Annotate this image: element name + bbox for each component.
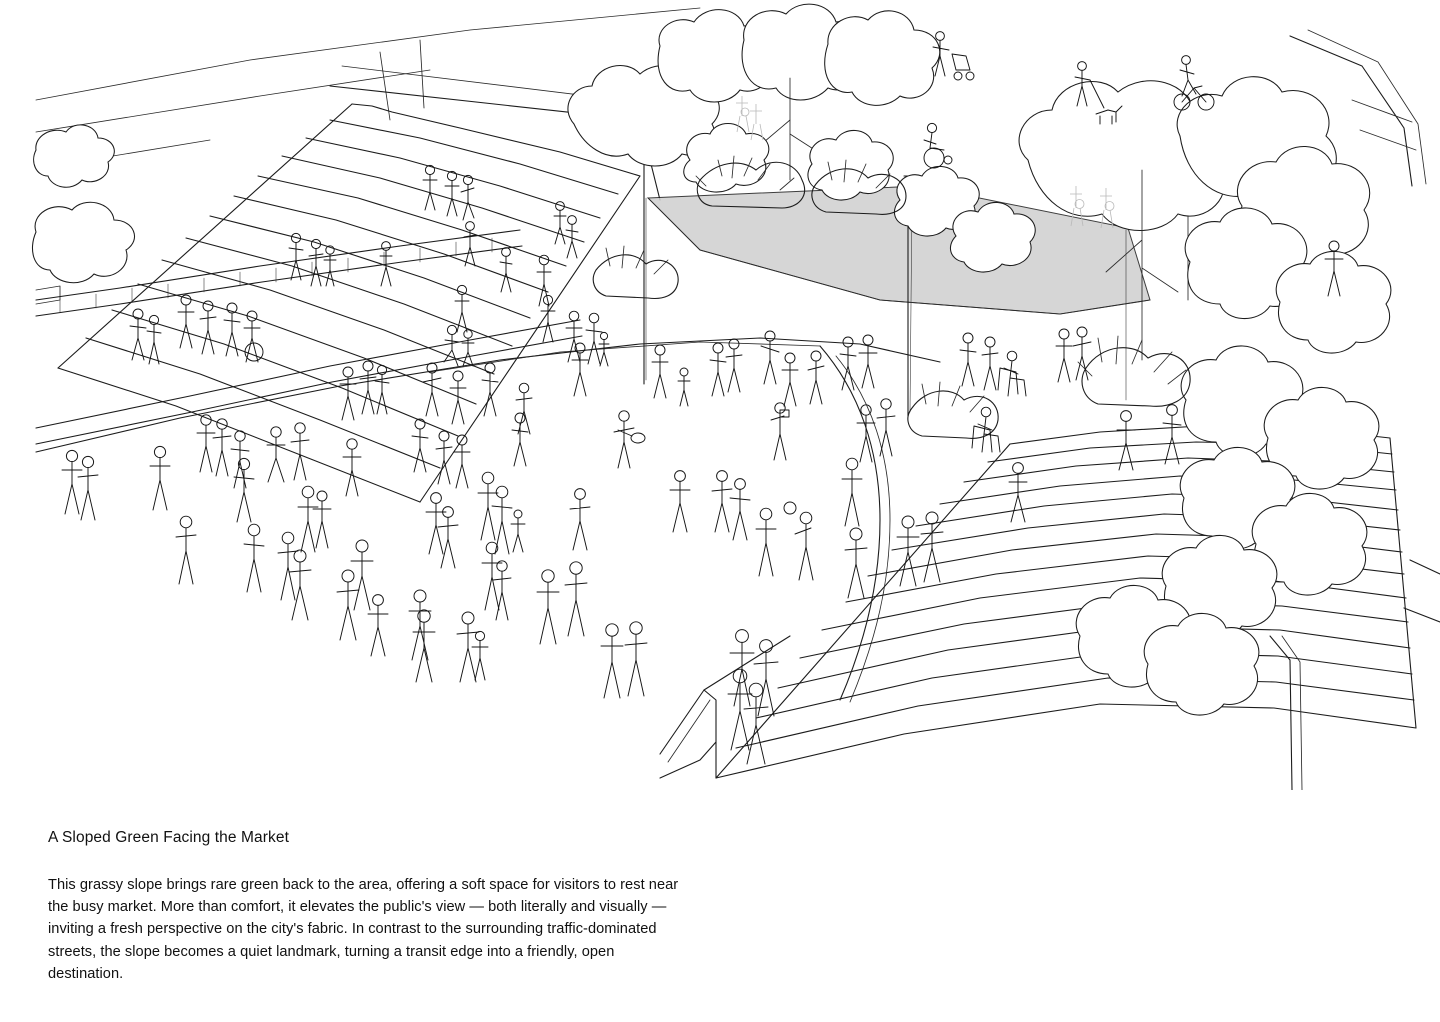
figure-wheelchair-user — [924, 123, 952, 168]
crowd-figures-foreground — [62, 446, 943, 764]
tree-cluster-right — [1019, 77, 1391, 715]
terraced-steps-left — [36, 104, 640, 502]
shrubs-left-edge — [32, 125, 134, 283]
caption-title: A Sloped Green Facing the Market — [48, 829, 289, 846]
caption-body: This grassy slope brings rare green back to the area, offering a soft space for visitors to rest near the busy market. More than comfort, it elevates the public's view — both literally and visually — inviting a fresh perspective on the city's fabric. In contrast to the surrounding traffic-dominated streets, the slope becomes a quiet landmark, turning a transit edge into a friendly, open destination. — [48, 877, 679, 982]
caption-block — [48, 828, 688, 985]
